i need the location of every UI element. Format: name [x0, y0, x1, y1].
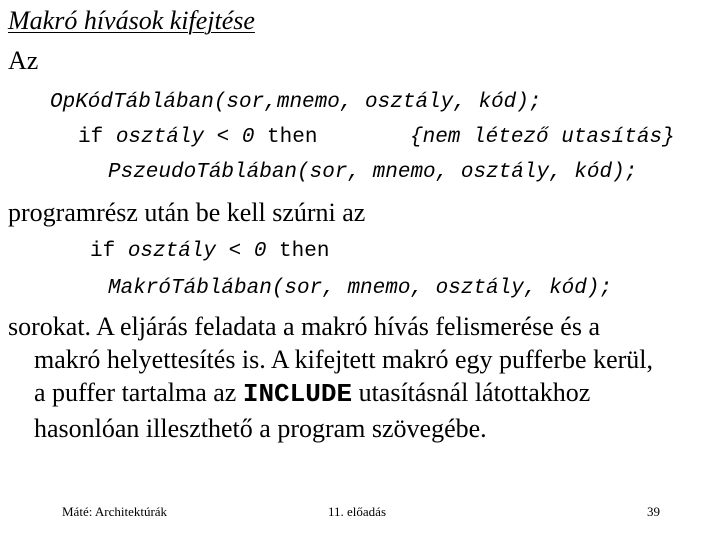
code-line-pseudotable: PszeudoTáblában(sor, mnemo, osztály, kód); [108, 161, 638, 184]
intro-text: Az [8, 46, 39, 75]
code-line-optable: OpKódTáblában(sor,mnemo, osztály, kód); [50, 91, 542, 114]
include-keyword: INCLUDE [242, 379, 353, 409]
slide-title: Makró hívások kifejtése [8, 6, 255, 35]
paragraph-line-1: sorokat. A eljárás feladata a makró hívás felismerése és a [8, 312, 600, 341]
footer-lecture: 11. előadás [328, 504, 386, 519]
paragraph-text: utasításnál látottakhoz [352, 378, 591, 407]
paragraph-line-3 [34, 378, 590, 409]
paragraph-text: a puffer tartalma az [34, 378, 243, 407]
code-line-if-2 [90, 240, 329, 263]
paragraph-line-4: hasonlóan illeszthető a program szövegébe. [34, 414, 487, 443]
footer-course: Máté: Architektúrák [62, 504, 168, 519]
keyword-if: if [90, 240, 116, 263]
condition-text: osztály < 0 [115, 240, 280, 263]
footer-page-number: 39 [647, 504, 660, 519]
middle-text: programrész után be kell szúrni az [8, 198, 366, 227]
code-line-macrotable: MakróTáblában(sor, mnemo, osztály, kód); [108, 277, 613, 300]
keyword-then: then [267, 126, 318, 149]
condition-text: osztály < 0 [103, 126, 268, 149]
paragraph-line-2: makró helyettesítés is. A kifejtett makró egy pufferbe kerül, [34, 345, 654, 374]
code-comment: {nem létező utasítás} [410, 126, 675, 149]
keyword-if: if [78, 126, 104, 149]
keyword-then: then [279, 240, 330, 263]
code-line-if-1 [78, 126, 317, 149]
